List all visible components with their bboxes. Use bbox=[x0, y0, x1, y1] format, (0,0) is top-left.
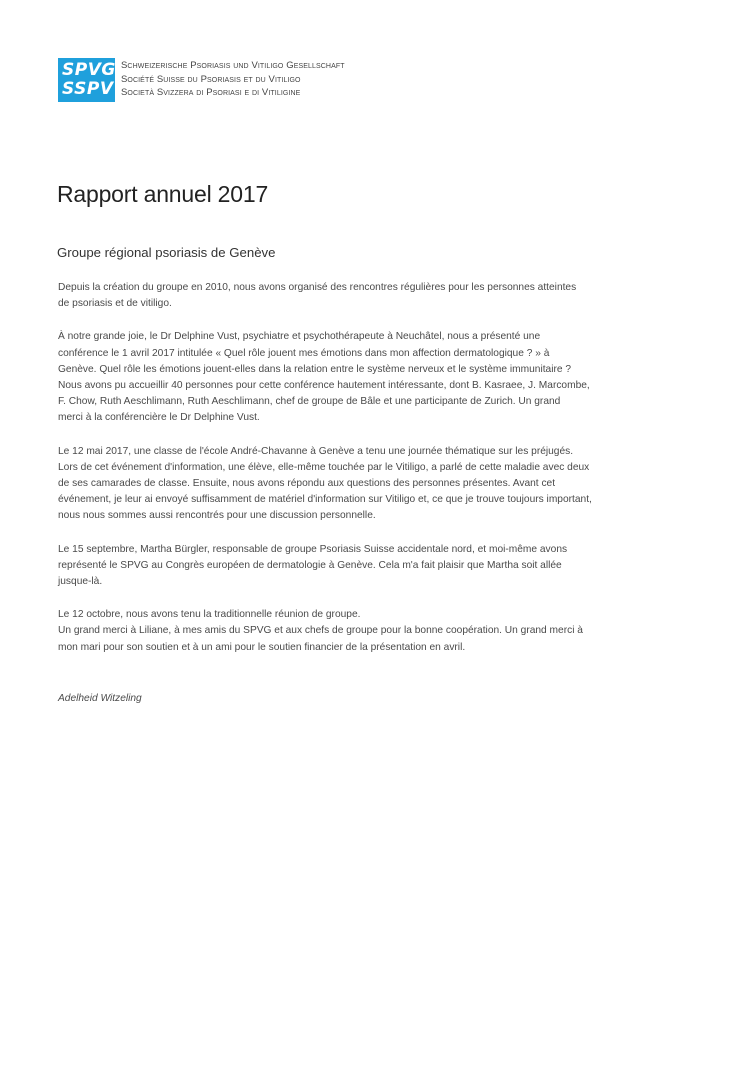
text-line: de ses camarades de classe. Ensuite, nous avons répondu aux questions des personnes présentes. Avant cet bbox=[58, 478, 556, 490]
text-line: Nous avons pu accueillir 40 personnes pour cette conférence hautement intéressante, dont B. Kasraee, J. Marcombe, bbox=[58, 380, 590, 392]
society-name-de: Schweizerische Psoriasis und Vitiligo Gesellschaft bbox=[121, 60, 345, 71]
text-line: de psoriasis et de vitiligo. bbox=[58, 298, 172, 310]
paragraph bbox=[58, 607, 698, 656]
logo-line-spvg: SPVG bbox=[62, 60, 116, 80]
text-line: conférence le 1 avril 2017 intitulée « Quel rôle jouent mes émotions dans mon affection dermatologique ? » à bbox=[58, 347, 550, 359]
text-line: Un grand merci à Liliane, à mes amis du SPVG et aux chefs de groupe pour la bonne coopération. Un grand merci à bbox=[58, 625, 583, 637]
society-names bbox=[121, 59, 345, 100]
letterhead bbox=[58, 58, 345, 102]
paragraph bbox=[58, 542, 698, 591]
text-line: Genève. Quel rôle les émotions jouent-elles dans la relation entre le système nerveux et le système immunitaire ? bbox=[58, 363, 572, 375]
society-name-it: Società Svizzera di Psoriasi e di Vitiligine bbox=[121, 87, 301, 99]
text-line: mon mari pour son soutien et à un ami pour le soutien financier de la présentation en avril. bbox=[58, 641, 466, 653]
signature: Adelheid Witzeling bbox=[58, 693, 142, 704]
report-title: Rapport annuel 2017 bbox=[57, 181, 269, 207]
text-line: Lors de cet événement d'information, une élève, elle-même touchée par le Vitiligo, a parlé de cette maladie avec deux bbox=[58, 461, 590, 473]
text-line: jusque-là. bbox=[58, 576, 103, 588]
text-line: merci à la conférencière le Dr Delphine Vust. bbox=[58, 412, 260, 424]
text-line: Le 15 septembre, Martha Bürgler, responsable de groupe Psoriasis Suisse accidentale nord, et moi-même avons bbox=[58, 543, 568, 555]
text-line: Le 12 octobre, nous avons tenu la traditionnelle réunion de groupe. bbox=[58, 609, 361, 621]
text-line: À notre grande joie, le Dr Delphine Vust, psychiatre et psychothérapeute à Neuchâtel, nous a présenté une bbox=[58, 331, 541, 343]
text-line: Depuis la création du groupe en 2010, nous avons organisé des rencontres régulières pour les personnes atteintes bbox=[58, 282, 577, 293]
logo-line-sspv: SSPV bbox=[62, 79, 114, 99]
paragraph bbox=[58, 329, 698, 426]
report-body bbox=[58, 280, 698, 673]
spvg-logo bbox=[58, 58, 115, 102]
society-name-fr: Société Suisse du Psoriasis et du Vitiligo bbox=[121, 73, 301, 85]
text-line: Le 12 mai 2017, une classe de l'école André-Chavanne à Genève a tenu une journée thématique sur les préjugés. bbox=[58, 445, 574, 457]
paragraph bbox=[58, 280, 698, 312]
text-line: F. Chow, Ruth Aeschlimann, Ruth Aeschlimann, chef de groupe de Bâle et une participante de Zurich. Un grand bbox=[58, 396, 561, 408]
text-line: nous nous sommes aussi rencontrés pour une discussion personnelle. bbox=[58, 510, 376, 522]
paragraph bbox=[58, 444, 698, 525]
text-line: événement, je leur ai envoyé suffisamment de matériel d'information sur Vitiligo et, ce que je trouve toujours important, bbox=[58, 494, 592, 506]
text-line: représenté le SPVG au Congrès européen de dermatologie à Genève. Cela m'a fait plaisir que Martha soit allée bbox=[58, 559, 562, 571]
report-subtitle: Groupe régional psoriasis de Genève bbox=[57, 245, 276, 260]
